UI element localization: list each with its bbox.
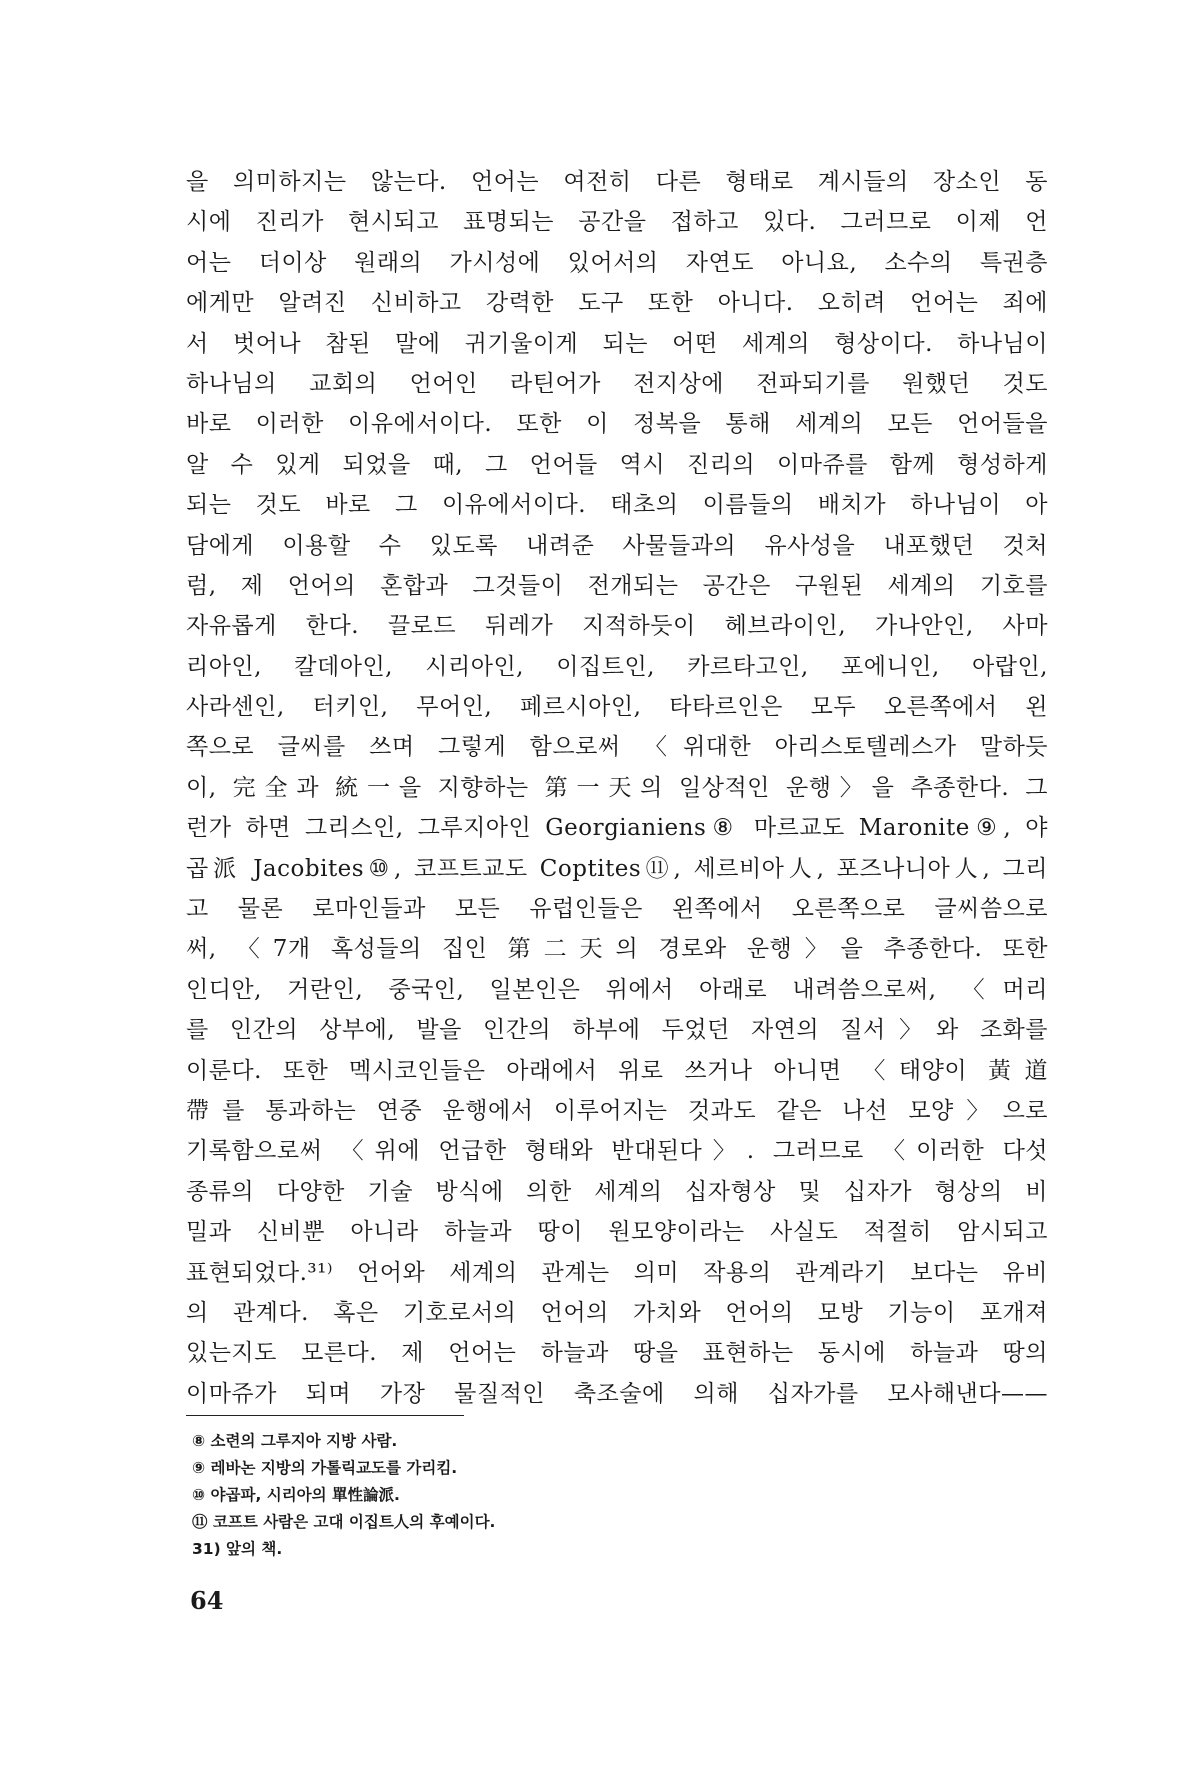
body-line: 시에 진리가 현시되고 표명되는 공간을 접하고 있다. 그러므로 이제 언 xyxy=(186,209,1048,236)
body-line: 런가 하면 그리스인, 그루지아인 Georgianiens⑧ 마르교도 Maronite⑨, 야 xyxy=(186,815,1048,842)
footnote: ⑩ 야곱파, 시리아의 單性論派. xyxy=(192,1486,400,1504)
body-line: 바로 이러한 이유에서이다. 또한 이 정복을 통해 세계의 모든 언어들을 xyxy=(186,411,1048,438)
body-line: 쪽으로 글씨를 쓰며 그렇게 함으로써 〈위대한 아리스토텔레스가 말하듯 xyxy=(186,734,1048,761)
body-line: 담에게 이용할 수 있도록 내려준 사물들과의 유사성을 내포했던 것처 xyxy=(186,532,1048,559)
body-line: 알 수 있게 되었을 때, 그 언어들 역시 진리의 이마쥬를 함께 형성하게 xyxy=(186,451,1048,478)
body-line: 리아인, 칼데아인, 시리아인, 이집트인, 카르타고인, 포에니인, 아랍인, xyxy=(186,653,1048,680)
body-line: 있는지도 모른다. 제 언어는 하늘과 땅을 표현하는 동시에 하늘과 땅의 xyxy=(186,1340,1048,1367)
body-line: 표현되었다.³¹⁾ 언어와 세계의 관계는 의미 작용의 관계라기 보다는 유비 xyxy=(186,1259,1048,1286)
body-line: 자유롭게 한다. 끌로드 뒤레가 지적하듯이 헤브라이인, 가나안인, 사마 xyxy=(186,613,1048,640)
body-line: 어는 더이상 원래의 가시성에 있어서의 자연도 아니요, 소수의 특권층 xyxy=(186,249,1048,276)
body-line: 사라센인, 터키인, 무어인, 페르시아인, 타타르인은 모두 오른쪽에서 왼 xyxy=(186,694,1048,721)
footnote: 31) 앞의 책. xyxy=(192,1540,283,1558)
body-line: 이룬다. 또한 멕시코인들은 아래에서 위로 쓰거나 아니면 〈태양이 黃道 xyxy=(186,1057,1048,1084)
body-line: 고 물론 로마인들과 모든 유럽인들은 왼쪽에서 오른쪽으로 글씨씀으로 xyxy=(186,896,1048,923)
footnote-divider xyxy=(186,1415,464,1416)
page-number: 64 xyxy=(190,1586,224,1615)
body-line: 의 관계다. 혹은 기호로서의 언어의 가치와 언어의 모방 기능이 포개져 xyxy=(186,1299,1048,1326)
body-line: 럼, 제 언어의 혼합과 그것들이 전개되는 공간은 구원된 세계의 기호를 xyxy=(186,572,1048,599)
body-line: 인디안, 거란인, 중국인, 일본인은 위에서 아래로 내려씀으로써, 〈머리 xyxy=(186,976,1048,1003)
body-line: 서 벗어나 참된 말에 귀기울이게 되는 어떤 세계의 형상이다. 하나님이 xyxy=(186,330,1048,357)
body-line: 써, 〈7개 혹성들의 집인 第二天의 경로와 운행〉을 추종한다. 또한 xyxy=(186,936,1048,963)
body-line: 를 인간의 상부에, 발을 인간의 하부에 두었던 자연의 질서〉와 조화를 xyxy=(186,1017,1048,1044)
body-line: 곱派 Jacobites⑩, 코프트교도 Coptites⑪, 세르비아人, 포즈나니아人, 그리 xyxy=(186,855,1048,882)
body-line: 되는 것도 바로 그 이유에서이다. 태초의 이름들의 배치가 하나님이 아 xyxy=(186,492,1048,519)
body-line: 하나님의 교회의 언어인 라틴어가 전지상에 전파되기를 원했던 것도 xyxy=(186,370,1048,397)
body-line: 이, 完全과 統一을 지향하는 第一天의 일상적인 운행〉을 추종한다. 그 xyxy=(186,774,1048,801)
footnote: ⑨ 레바논 지방의 가톨릭교도를 가리킴. xyxy=(192,1459,458,1477)
footnote: ⑧ 소련의 그루지아 지방 사람. xyxy=(192,1432,398,1450)
body-line: 밀과 신비뿐 아니라 하늘과 땅이 원모양이라는 사실도 적절히 암시되고 xyxy=(186,1219,1048,1246)
body-line: 종류의 다양한 기술 방식에 의한 세계의 십자형상 및 십자가 형상의 비 xyxy=(186,1178,1048,1205)
body-line: 에게만 알려진 신비하고 강력한 도구 또한 아니다. 오히려 언어는 죄에 xyxy=(186,290,1048,317)
body-line: 을 의미하지는 않는다. 언어는 여전히 다른 형태로 계시들의 장소인 동 xyxy=(186,169,1048,195)
body-line: 帶를 통과하는 연중 운행에서 이루어지는 것과도 같은 나선 모양〉으로 xyxy=(186,1097,1048,1124)
body-text xyxy=(186,162,1048,1414)
footnote: ⑪ 코프트 사람은 고대 이집트人의 후예이다. xyxy=(192,1513,496,1531)
body-line: 이마쥬가 되며 가장 물질적인 축조술에 의해 십자가를 모사해낸다—— xyxy=(186,1380,1048,1407)
footnotes xyxy=(192,1428,792,1563)
body-line: 기록함으로써 〈위에 언급한 형태와 반대된다〉. 그러므로 〈이러한 다섯 xyxy=(186,1138,1048,1165)
